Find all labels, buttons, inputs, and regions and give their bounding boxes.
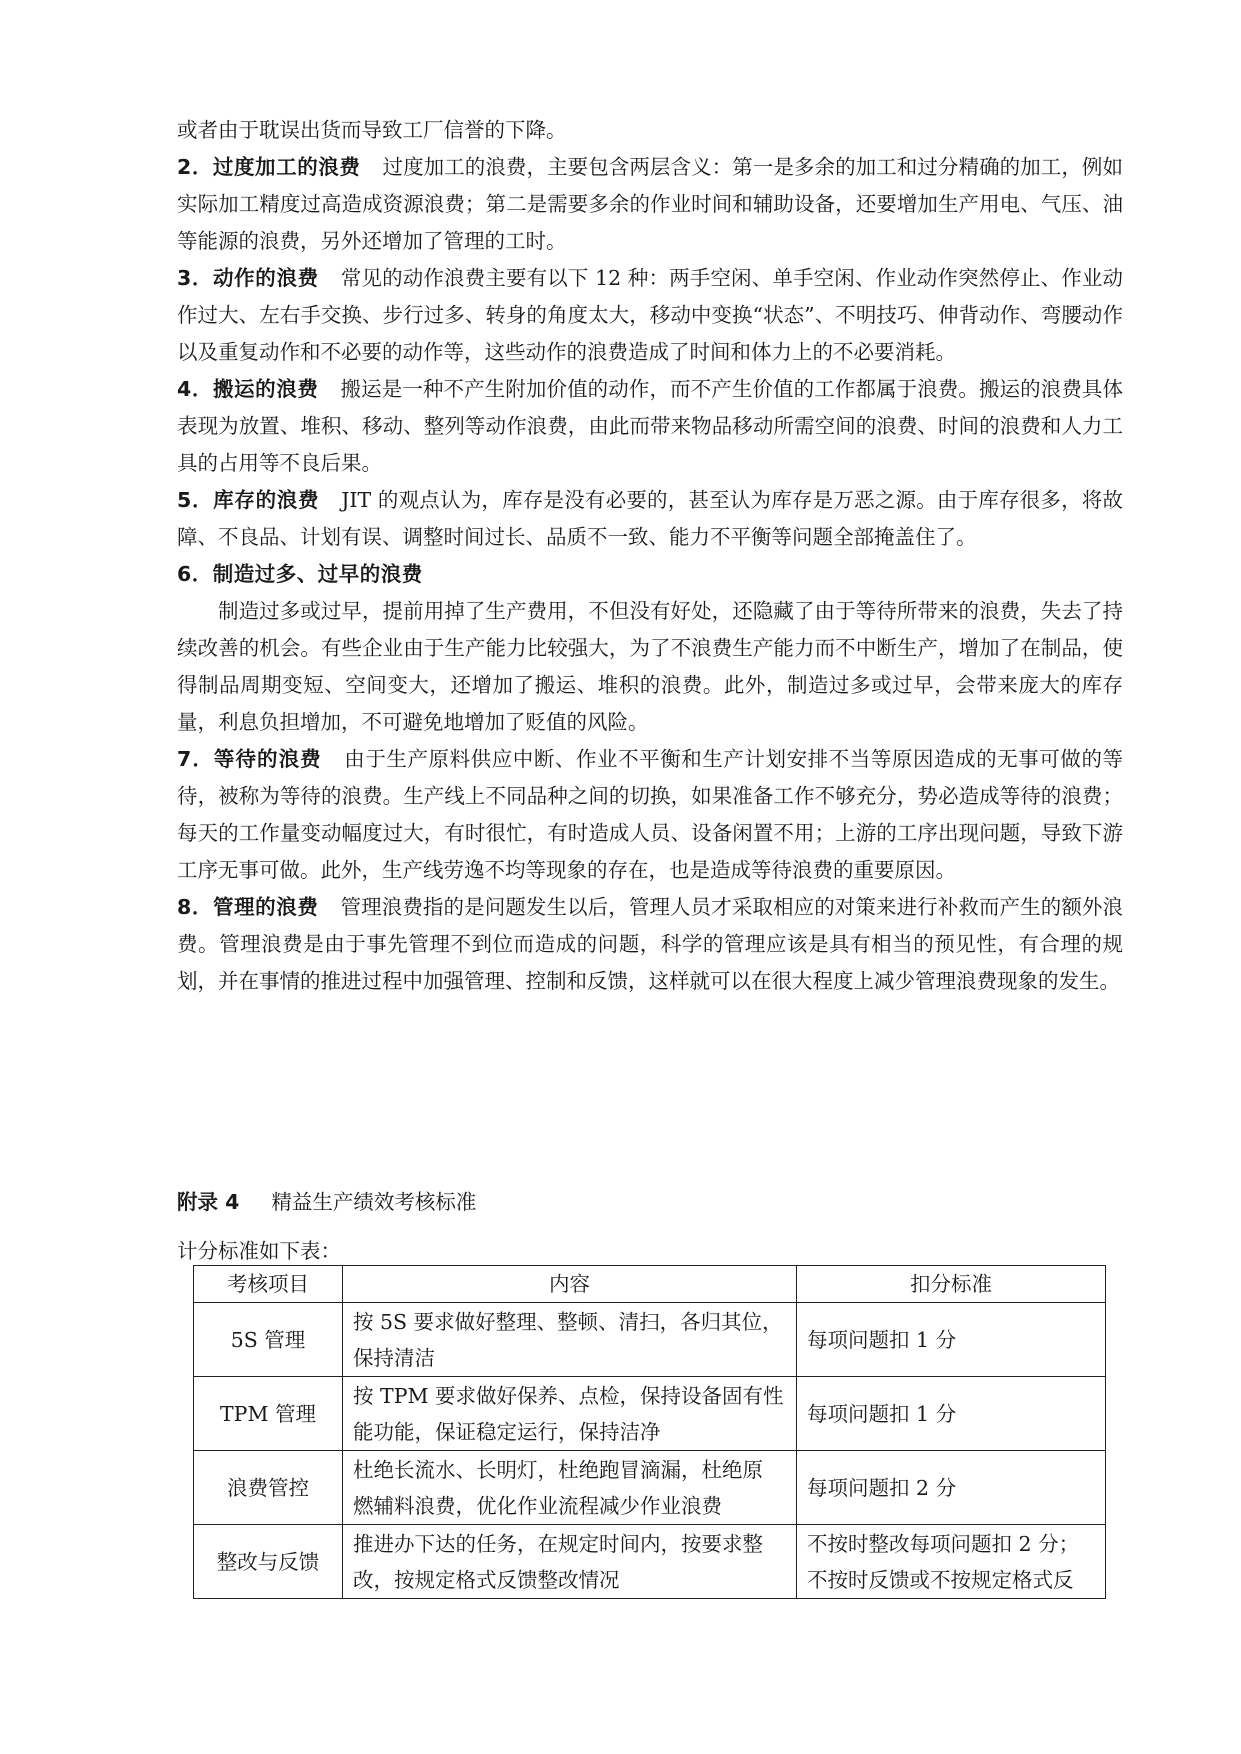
cell-content: 按 5S 要求做好整理、整顿、清扫，各归其位， 保持清洁 [343, 1303, 797, 1377]
paragraph-transport [177, 371, 1123, 482]
cell-standard: 每项问题扣 1 分 [797, 1377, 1106, 1451]
section-heading: 3．动作的浪费 [177, 266, 319, 290]
body-text [177, 112, 1123, 1000]
cell-content: 推进办下达的任务，在规定时间内，按要求整 改，按规定格式反馈整改情况 [343, 1525, 797, 1599]
cell-standard: 每项问题扣 2 分 [797, 1451, 1106, 1525]
section-text: JIT 的观点认为，库存是没有必要的，甚至认为库存是万恶之源。由于库存很多，将故障、不良品、计划有误、调整时间过长、品质不一致、能力不平衡等问题全部掩盖住了。 [177, 488, 1123, 549]
cell-item: 5S 管理 [194, 1303, 343, 1377]
appendix-label: 附录 4 [177, 1190, 240, 1214]
appendix-title: 精益生产绩效考核标准 [271, 1190, 477, 1214]
paragraph-continuation: 或者由于耽误出货而导致工厂信誉的下降。 [177, 118, 567, 142]
table-intro: 计分标准如下表： [177, 1239, 341, 1263]
cell-content: 按 TPM 要求做好保养、点检，保持设备固有性 能功能，保证稳定运行，保持洁净 [343, 1377, 797, 1451]
table-row [194, 1451, 1106, 1525]
paragraph-overprocessing [177, 149, 1123, 260]
cell-content: 杜绝长流水、长明灯，杜绝跑冒滴漏，杜绝原 燃辅料浪费，优化作业流程减少作业浪费 [343, 1451, 797, 1525]
header-standard: 扣分标准 [797, 1266, 1106, 1303]
table-row [194, 1377, 1106, 1451]
table-header-row [194, 1266, 1106, 1303]
section-text: 搬运是一种不产生附加价值的动作，而不产生价值的工作都属于浪费。搬运的浪费具体表现为放置、堆积、移动、整列等动作浪费，由此而带来物品移动所需空间的浪费、时间的浪费和人力工具的占用等不良后果。 [177, 377, 1124, 475]
cell-standard: 不按时整改每项问题扣 2 分； 不按时反馈或不按规定格式反 [797, 1525, 1106, 1599]
paragraph-motion [177, 260, 1123, 371]
section-heading: 4．搬运的浪费 [177, 377, 319, 401]
cell-item: 浪费管控 [194, 1451, 343, 1525]
section-text: 管理浪费指的是问题发生以后，管理人员才采取相应的对策来进行补救而产生的额外浪费。管理浪费是由于事先管理不到位而造成的问题，科学的管理应该是具有相当的预见性，有合理的规划，并在事情的推进过程中加强管理、控制和反馈，这样就可以在很大程度上减少管理浪费现象的发生。 [177, 895, 1124, 993]
paragraph-overproduction: 制造过多或过早，提前用掉了生产费用，不但没有好处，还隐藏了由于等待所带来的浪费，失去了持续改善的机会。有些企业由于生产能力比较强大，为了不浪费生产能力而不中断生产，增加了在制品，使得制品周期变短、空间变大，还增加了搬运、堆积的浪费。此外，制造过多或过早，会带来庞大的库存量，利息负担增加，不可避免地增加了贬值的风险。 [177, 599, 1123, 734]
section-heading: 6．制造过多、过早的浪费 [177, 562, 423, 586]
table-row [194, 1303, 1106, 1377]
table-row [194, 1525, 1106, 1599]
cell-item: TPM 管理 [194, 1377, 343, 1451]
section-heading: 2．过度加工的浪费 [177, 155, 361, 179]
appendix-heading [177, 1184, 476, 1220]
cell-standard: 每项问题扣 1 分 [797, 1303, 1106, 1377]
header-content: 内容 [343, 1266, 797, 1303]
section-text: 过度加工的浪费，主要包含两层含义：第一是多余的加工和过分精确的加工，例如实际加工精度过高造成资源浪费；第二是需要多余的作业时间和辅助设备，还要增加生产用电、气压、油等能源的浪费，另外还增加了管理的工时。 [177, 155, 1124, 253]
paragraph-waiting [177, 741, 1123, 889]
section-heading: 8．管理的浪费 [177, 895, 319, 919]
section-text: 常见的动作浪费主要有以下 12 种：两手空闲、单手空闲、作业动作突然停止、作业动作过大、左右手交换、步行过多、转身的角度太大，移动中变换“状态”、不明技巧、伸背动作、弯腰动作以及重复动作和不必要的动作等，这些动作的浪费造成了时间和体力上的不必要消耗。 [177, 266, 1123, 364]
paragraph-overproduction-heading [177, 556, 1123, 593]
paragraph-inventory [177, 482, 1123, 556]
paragraph-management [177, 889, 1123, 1000]
section-heading: 7．等待的浪费 [177, 747, 322, 771]
scoring-table [193, 1265, 1106, 1599]
header-item: 考核项目 [194, 1266, 343, 1303]
cell-item: 整改与反馈 [194, 1525, 343, 1599]
section-text: 由于生产原料供应中断、作业不平衡和生产计划安排不当等原因造成的无事可做的等待，被称为等待的浪费。生产线上不同品种之间的切换，如果准备工作不够充分，势必造成等待的浪费；每天的工作量变动幅度过大，有时很忙，有时造成人员、设备闲置不用；上游的工序出现问题，导致下游工序无事可做。此外，生产线劳逸不均等现象的存在，也是造成等待浪费的重要原因。 [177, 747, 1124, 882]
section-heading: 5．库存的浪费 [177, 488, 320, 512]
